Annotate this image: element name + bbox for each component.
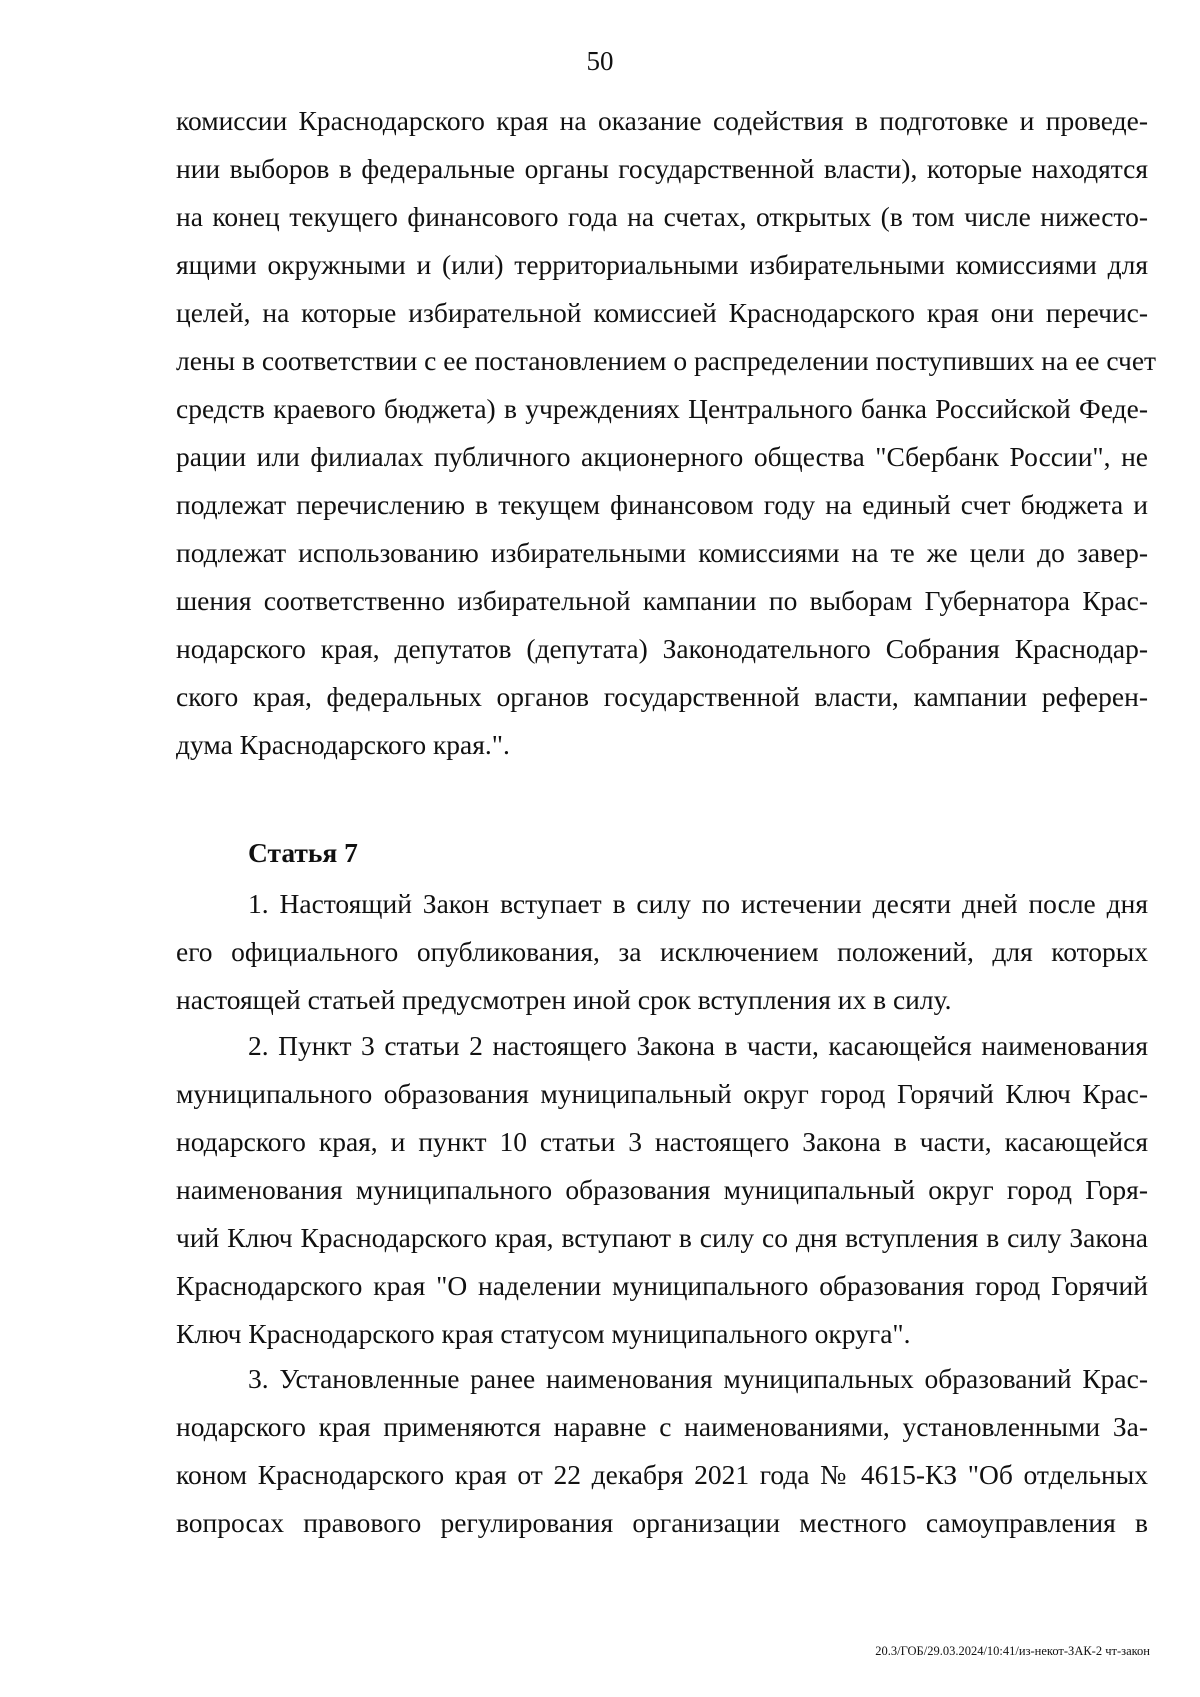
article-paragraph-2 [176,1022,1148,1358]
footer-document-code: 20.3/ГОБ/29.03.2024/10:41/из-некот-ЗАК-2 чт-закон [875,1644,1150,1658]
text-line: Ключ Краснодарского края статусом муниципального округа". [176,1318,911,1349]
text-line: 3. Установленные ранее наименования муниципальных образований Крас- [248,1363,1148,1394]
text-line: 2. Пункт 3 статьи 2 настоящего Закона в части, касающейся наименования [248,1030,1148,1061]
text-line: подлежат перечислению в текущем финансовом году на единый счет бюджета и [176,489,1148,520]
text-line: ского края, федеральных органов государственной власти, кампании референ- [176,681,1148,712]
text-line: на конец текущего финансового года на счетах, открытых (в том числе нижесто- [176,201,1148,232]
paragraph-continuation [176,97,1157,769]
text-line: рации или филиалах публичного акционерного общества "Сбербанк России", не [176,441,1148,472]
text-line: лены в соответствии с ее постановлением о распределении поступивших на ее счет [176,345,1157,376]
text-line: нии выборов в федеральные органы государственной власти), которые находятся [176,153,1148,184]
text-line: 1. Настоящий Закон вступает в силу по истечении десяти дней после дня [248,888,1148,919]
text-line: подлежат использованию избирательными комиссиями на те же цели до завер- [176,537,1148,568]
text-line: коном Краснодарского края от 22 декабря 2021 года № 4615-КЗ "Об отдельных [176,1459,1148,1490]
text-line: чий Ключ Краснодарского края, вступают в силу со дня вступления в силу Закона [176,1222,1148,1253]
article-heading: Статья 7 [248,837,358,868]
text-line: ящими окружными и (или) территориальными избирательными комиссиями для [176,249,1148,280]
text-line: вопросах правового регулирования организации местного самоуправления в [176,1507,1148,1538]
article-paragraph-3 [176,1355,1148,1547]
text-line: муниципального образования муниципальный округ город Горячий Ключ Крас- [176,1078,1148,1109]
text-line: его официального опубликования, за исключением положений, для которых [176,936,1148,967]
text-line: комиссии Краснодарского края на оказание содействия в подготовке и проведе- [176,105,1148,136]
text-line: нодарского края, и пункт 10 статьи 3 настоящего Закона в части, касающейся [176,1126,1148,1157]
text-line: настоящей статьей предусмотрен иной срок вступления их в силу. [176,984,952,1015]
text-line: шения соответственно избирательной кампании по выборам Губернатора Крас- [176,585,1148,616]
article-paragraph-1 [176,880,1148,1024]
text-line: дума Краснодарского края.". [176,729,510,760]
text-line: нодарского края применяются наравне с наименованиями, установленными За- [176,1411,1148,1442]
text-line: целей, на которые избирательной комиссией Краснодарского края они перечис- [176,297,1148,328]
page-number: 50 [586,46,614,76]
text-line: средств краевого бюджета) в учреждениях Центрального банка Российской Феде- [176,393,1148,424]
text-line: Краснодарского края "О наделении муниципального образования город Горячий [176,1270,1148,1301]
text-line: нодарского края, депутатов (депутата) Законодательного Собрания Краснодар- [176,633,1148,664]
text-line: наименования муниципального образования муниципальный округ город Горя- [176,1174,1148,1205]
